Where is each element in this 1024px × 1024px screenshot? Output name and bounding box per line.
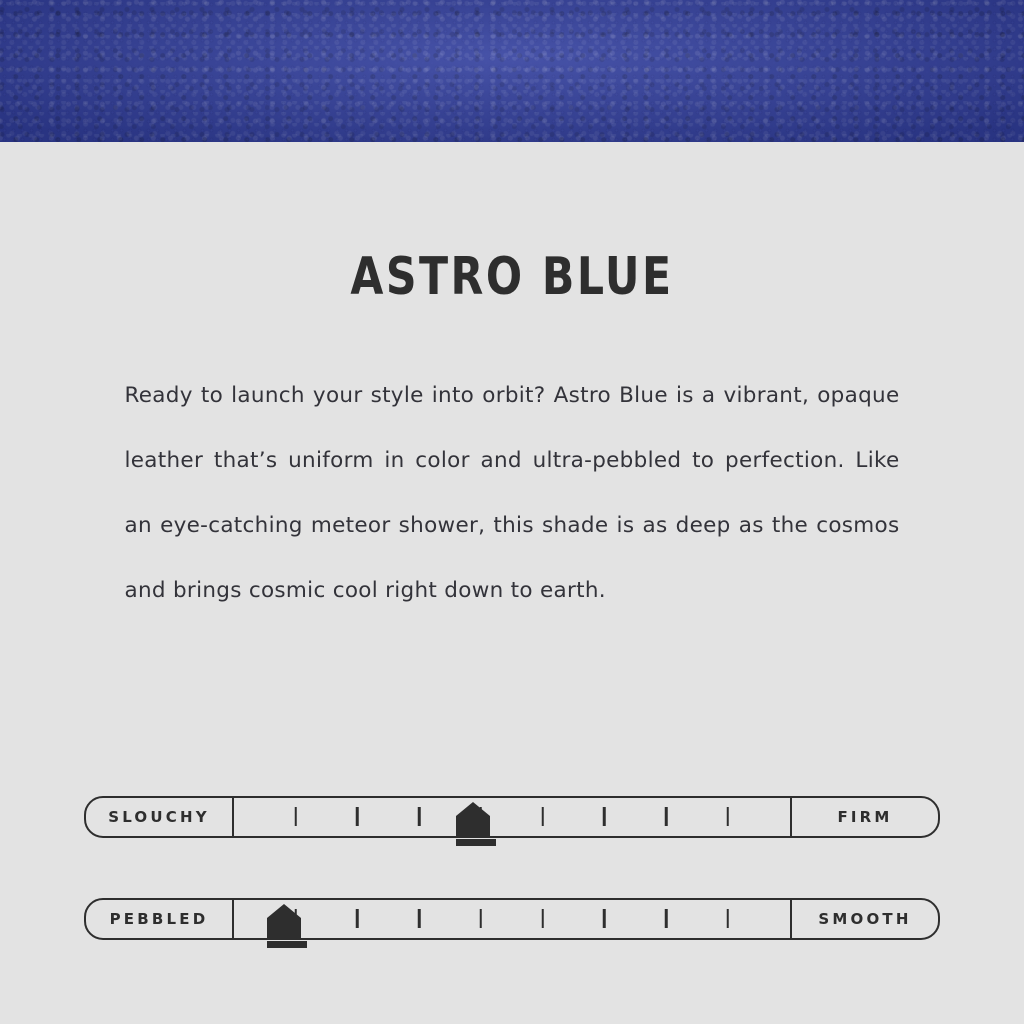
scale-softness-track[interactable] <box>234 798 790 836</box>
page-title: ASTRO BLUE <box>350 247 674 307</box>
scale-softness[interactable] <box>84 796 940 838</box>
swatch-vignette <box>0 0 1024 142</box>
marker-body <box>456 816 490 836</box>
tick <box>603 909 606 928</box>
tick <box>665 909 668 928</box>
tick <box>294 807 297 826</box>
marker-foot <box>456 839 496 846</box>
marker-foot <box>267 941 307 948</box>
tick <box>356 909 359 928</box>
scale-softness-marker[interactable] <box>456 802 490 846</box>
leather-swatch <box>0 0 1024 142</box>
tick <box>541 807 544 826</box>
description-block <box>125 363 900 623</box>
tick <box>603 807 606 826</box>
tick <box>541 909 544 928</box>
tick <box>665 807 668 826</box>
tick <box>356 807 359 826</box>
tick <box>726 909 729 928</box>
tick <box>726 807 729 826</box>
tick <box>480 909 483 928</box>
description-text: Ready to launch your style into orbit? Astro Blue is a vibrant, opaque leather that’s uniform in color and ultra-pebbled to perfection. Like an eye-catching meteor shower, this shade is as deep as the cosmos and brings cosmic cool right down to earth. <box>124 383 900 603</box>
tick <box>480 807 483 826</box>
tick <box>418 807 421 826</box>
scale-texture[interactable] <box>84 898 940 940</box>
scale-texture-left-label: PEBBLED <box>86 900 234 938</box>
scale-texture-right-label: SMOOTH <box>790 900 938 938</box>
scale-texture-track[interactable] <box>234 900 790 938</box>
tick <box>294 909 297 928</box>
card-body <box>0 142 1024 1024</box>
attribute-scales <box>0 796 1024 940</box>
tick <box>418 909 421 928</box>
marker-peak-icon <box>456 802 490 816</box>
scale-softness-right-label: FIRM <box>790 798 938 836</box>
scale-softness-left-label: SLOUCHY <box>86 798 234 836</box>
